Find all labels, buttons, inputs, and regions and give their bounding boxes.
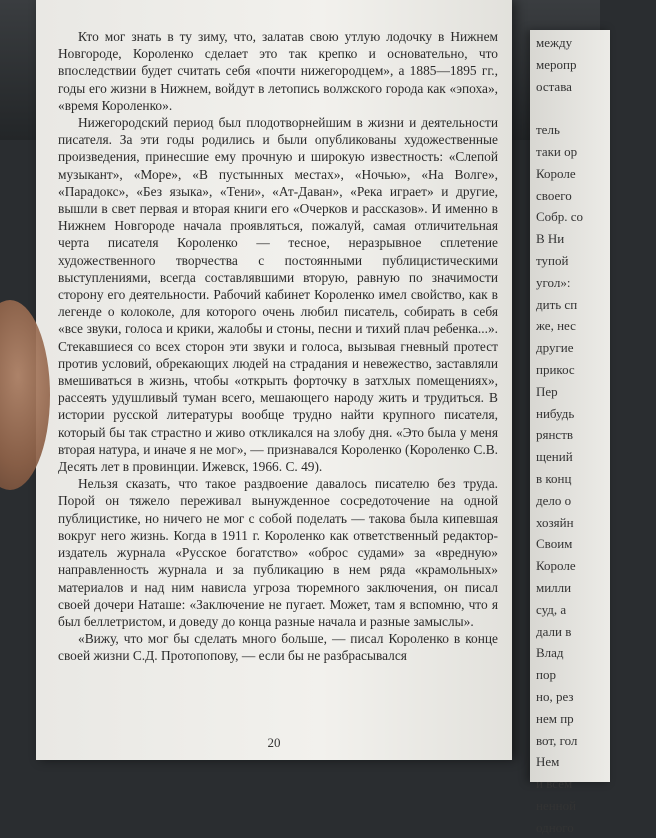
left-page-text [58,28,498,665]
right-page-line: но, рез [536,688,574,704]
paragraph: Кто мог знать в ту зиму, что, залатав свою утлую лодочку в Нижнем Новгороде, Короленко сделает это так крепко и основательно, что впоследствии будет считать себя «почти нижегородцем», а 1885—1895 гг., годы его жизни в Нижнем, войдут в летопись волжского города как «эпоха», «время Короленко». [58,29,498,113]
right-page-line: дело о [536,492,572,508]
right-page-line: другие [536,340,574,356]
right-page-line: нибудь [536,405,575,421]
right-page-line: Влад [536,645,564,661]
right-page-line: прикос [536,361,575,377]
right-page-line: тель [536,122,560,138]
right-page-line [536,97,656,119]
right-page-line: между [536,35,573,50]
right-page-line: в конц [536,470,572,486]
right-page-text [536,32,656,838]
right-page-line: таки ор [536,143,578,159]
right-page-line: щений [536,449,573,465]
right-page-line: В Ни [536,231,565,247]
right-page-line: вот, гол [536,732,578,748]
right-page-line: Короле [536,165,576,181]
right-page-line: ненной [536,797,577,813]
right-page-line: меропр [536,56,577,72]
right-page-line: рянств [536,427,574,443]
paragraph: Нельзя сказать, что такое раздвоение давалось писателю без труда. Порой он тяжело переживал вынужденное сосредоточение на одной публицистике, но ничего не мог с собой поделать — такова была кипевшая вокруг него жизнь. Когда в 1911 г. Короленко как ответственный редактор-издатель журнала «Русское богатство» «оброс судами» за «вредную» направленность журнала и за публикацию в нем ряда «крамольных» материалов и над ним нависла угроза тюремного заключения, он писал своей дочери Наташе: «Заключение не пугает. Может, там я вспомню, что я был беллетристом, и доведу до конца разные начала и разные замыслы». [58,476,498,629]
right-page-line: Пер [536,383,558,399]
page-number: 20 [267,735,281,750]
right-page-line: угол»: [536,274,571,290]
right-page-line: пор [536,667,556,683]
right-page-line: же, нес [536,318,576,334]
right-page-line: Собр. со [536,209,584,225]
right-page-line: и всем [536,776,573,792]
right-page-line: суд, а [536,601,567,617]
right-page [530,30,610,835]
right-page-line: остава [536,78,572,94]
right-page-line: тупой [536,252,569,268]
right-page-line: дали в [536,623,572,639]
right-page-line: одного [536,819,574,835]
right-page-line: дить сп [536,296,578,312]
right-page-line: нем пр [536,710,574,726]
paragraph: «Вижу, что мог бы сделать много больше, — писал Короленко в конце своей жизни С.Д. Протопопову, — если бы не разбрасывался [58,631,498,664]
right-page-line: Нем [536,754,560,770]
left-page [36,0,512,760]
paragraph: Нижегородский период был плодотворнейшим в жизни и деятельности писателя. За эти годы родились и были опубликованы художественные произведения, принесшие ему прочную и широкую известность: «Слепой музыкант», «Море», «В пустынных местах», «Ночью», «На Волге», «Парадокс», «Без языка», «Тени», «Ат-Даван», «Река играет» и другие, вышли в свет первая и вторая книги его «Очерков и рассказов». И именно в Нижнем Новгороде начала проявляться, пожалуй, самая отличительная черта писателя Короленко — тесное, неразрывное сплетение художественного творчества с постоянными публицистическими выступлениями, всегда составлявшими вторую, равную по значимости сторону его деятельности. Рабочий кабинет Короленко имел свойство, как в легенде о колоколе, для которого очень любил писатель, собирать в себя «все звуки, голоса и крики, жалобы и стоны, песни и тихий плач ребенка...». Стекавшиеся со всех сторон эти звуки и голоса, вызывая гневный протест против условий, обрекающих людей на страдания и невежество, заставляли вмешиваться в жизнь, чтобы «открыть форточку в затхлых помещениях», рассеять удушливый туман всего, мешающего народу жить и трудиться. В истории русской литературы вообще трудно найти крупного писателя, который бы так страстно и живо откликался на злобу дня. «Это была у меня вторая натура, и иначе я не мог», — признавался Короленко (Короленко С.В. Десять лет в провинции. Ижевск, 1966. С. 49). [58,115,498,475]
right-page-line: своего [536,187,572,203]
right-page-line: милли [536,579,572,595]
right-page-line: хозяйн [536,514,574,530]
right-page-line: Своим [536,536,573,552]
right-page-line: Короле [536,558,576,574]
